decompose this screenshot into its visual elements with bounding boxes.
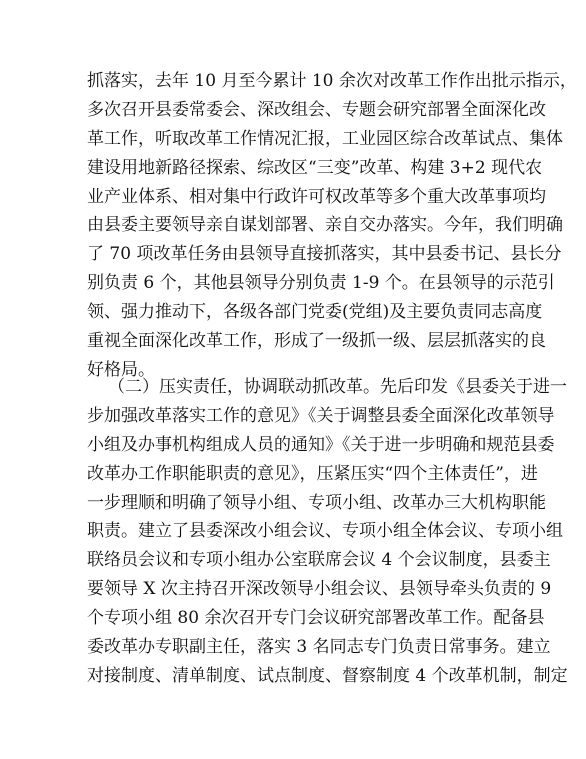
text-line: 委改革办专职副主任，落实 3 名同志专门负责日常事务。建立 — [87, 637, 551, 658]
text-line: 联络员会议和专项小组办公室联席会议 4 个会议制度，县委主 — [87, 550, 551, 571]
text-line: 改革办工作职能职责的意见》，压紧压实“四个主体责任”，进 — [87, 463, 538, 484]
text-line: 别负责 6 个，其他县领导分别负责 1-9 个。在县领导的示范引 — [87, 273, 555, 294]
text-line: 好格局。 — [87, 359, 155, 380]
text-line: 业产业体系、相对集中行政许可权改革等多个重大改革事项均 — [87, 186, 546, 207]
text-line: 建设用地新路径探索、综改区“三变”改革、构建 3+2 现代农 — [87, 157, 543, 178]
text-line: 对接制度、清单制度、试点制度、督察制度 4 个改革机制，制定 — [87, 665, 568, 686]
paragraph-1 — [87, 67, 577, 385]
text-line: 个专项小组 80 余次召开专门会议研究部署改革工作。配备县 — [87, 608, 545, 629]
text-line: 小组及办事机构组成人员的通知》《关于进一步明确和规范县委 — [87, 434, 555, 455]
text-line: 多次召开县委常委会、深改组会、专题会研究部署全面深化改 — [87, 99, 546, 120]
text-line: 重视全面深化改革工作，形成了一级抓一级、层层抓落实的良 — [87, 331, 546, 352]
paragraph-2 — [87, 373, 568, 691]
text-line: 由县委主要领导亲自谋划部署、亲自交办落实。今年，我们明确 — [87, 215, 563, 236]
text-line: 步加强改革落实工作的意见》《关于调整县委全面深化改革领导 — [87, 405, 555, 426]
text-line: 要领导 X 次主持召开深改领导小组会议、县领导牵头负责的 9 — [87, 579, 552, 600]
text-line: 领、强力推动下，各级各部门党委(党组)及主要负责同志高度 — [87, 302, 543, 323]
text-line: 革工作，听取改革工作情况汇报，工业园区综合改革试点、集体 — [87, 128, 563, 149]
text-line: 职责。建立了县委深改小组会议、专项小组全体会议、专项小组 — [87, 521, 563, 542]
text-line: 一步理顺和明确了领导小组、专项小组、改革办三大机构职能 — [87, 492, 546, 513]
paragraph-heading-line: （二）压实责任，协调联动抓改革。先后印发《县委关于进一 — [108, 377, 567, 397]
text-line: 抓落实，去年 10 月至今累计 10 余次对改革工作作出批示指示， — [87, 71, 577, 91]
text-line: 了 70 项改革任务由县领导直接抓落实，其中县委书记、县长分 — [87, 244, 562, 265]
